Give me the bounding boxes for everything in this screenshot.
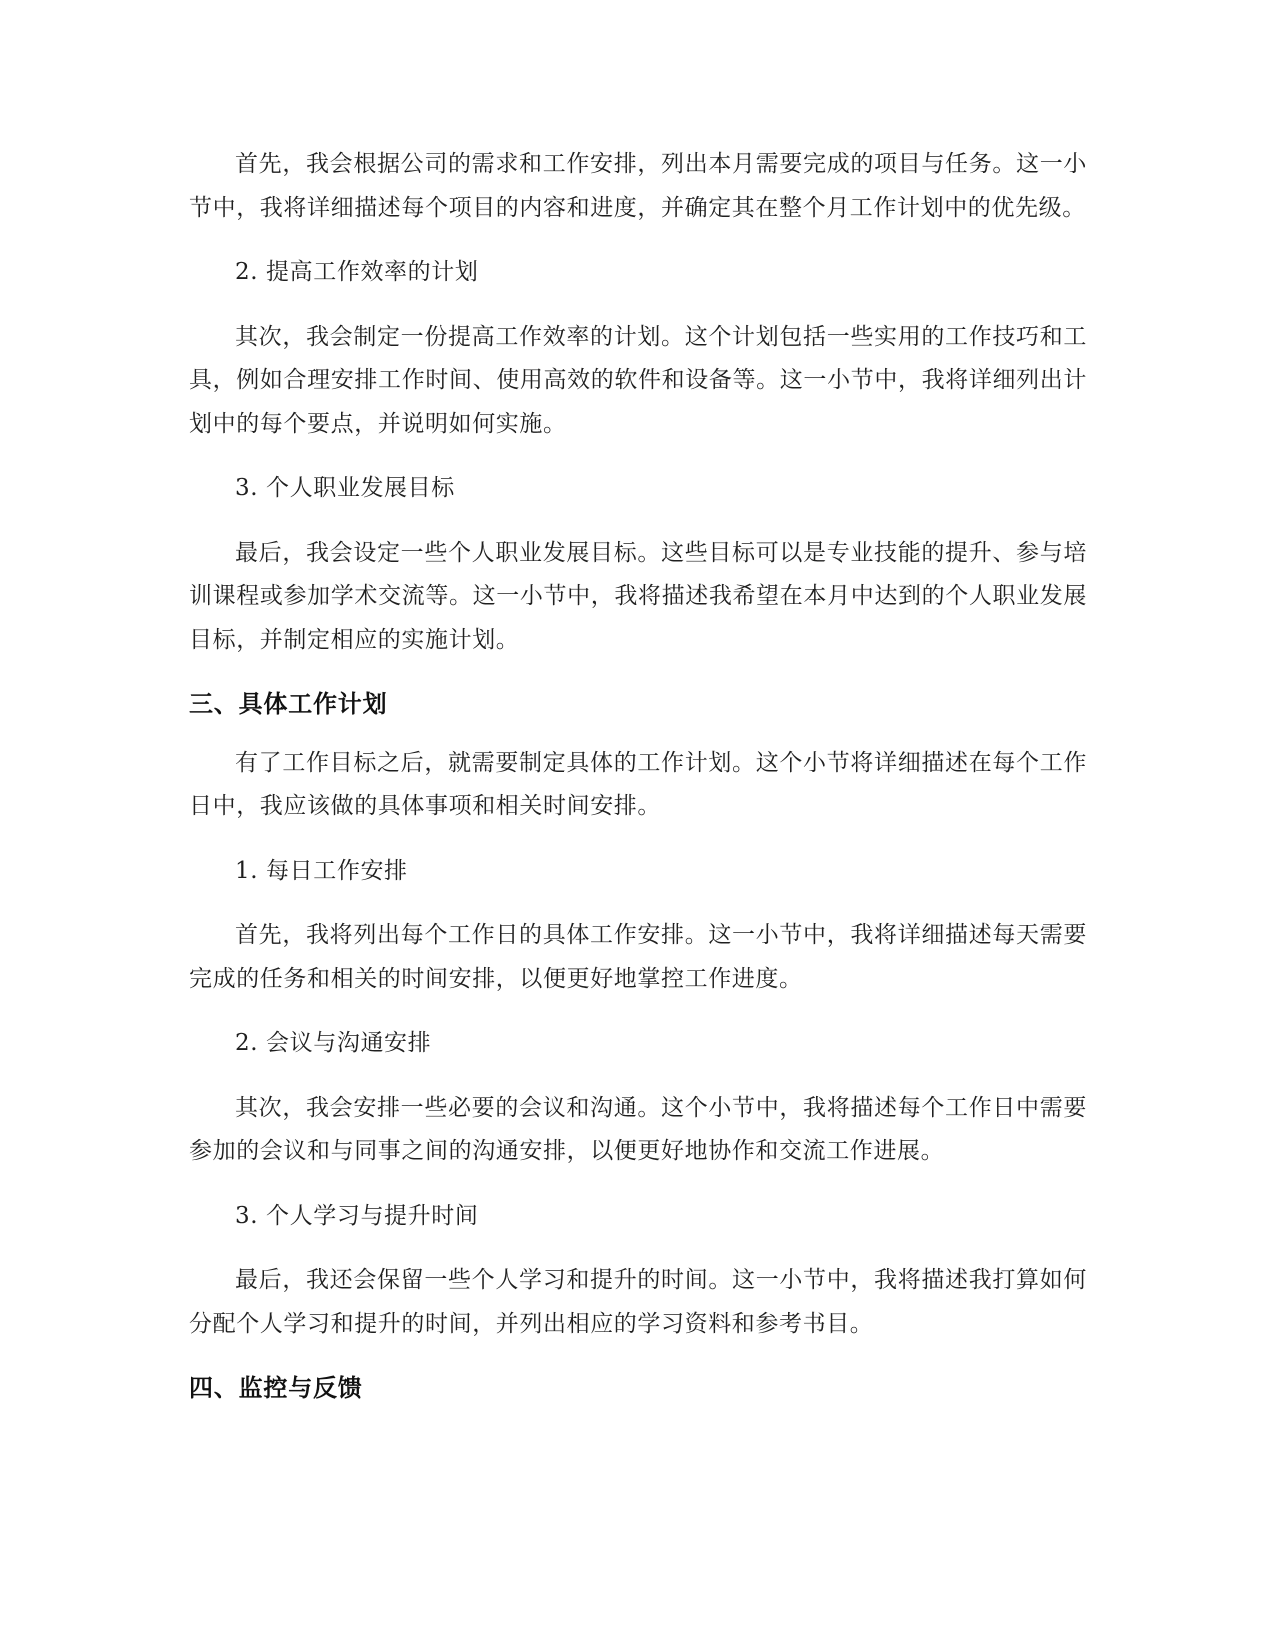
paragraph-efficiency-plan: 其次，我会制定一份提高工作效率的计划。这个计划包括一些实用的工作技巧和工具，例如合理安排工作时间、使用高效的软件和设备等。这一小节中，我将详细列出计划中的每个要点，并说明如何实施。 xyxy=(189,323,1087,437)
subheading-daily-schedule: 1. 每日工作安排 xyxy=(235,857,408,884)
subheading-career-goals: 3. 个人职业发展目标 xyxy=(235,475,455,501)
paragraph-specific-plan-intro: 有了工作目标之后，就需要制定具体的工作计划。这个小节将详细描述在每个工作日中，我应该做的具体事项和相关时间安排。 xyxy=(189,749,1087,819)
paragraph-meetings: 其次，我会安排一些必要的会议和沟通。这个小节中，我将描述每个工作日中需要参加的会议和与同事之间的沟通安排，以便更好地协作和交流工作进展。 xyxy=(189,1094,1087,1164)
subheading-efficiency-plan: 2. 提高工作效率的计划 xyxy=(235,259,479,285)
document-body xyxy=(189,143,1087,1426)
section-heading-specific-plan: 三、具体工作计划 xyxy=(189,690,388,718)
paragraph-career-goals: 最后，我会设定一些个人职业发展目标。这些目标可以是专业技能的提升、参与培训课程或参加学术交流等。这一小节中，我将描述我希望在本月中达到的个人职业发展目标，并制定相应的实施计划。 xyxy=(189,539,1087,653)
section-heading-monitoring: 四、监控与反馈 xyxy=(189,1374,363,1402)
subheading-learning-time: 3. 个人学习与提升时间 xyxy=(235,1202,479,1229)
paragraph-daily-schedule: 首先，我将列出每个工作日的具体工作安排。这一小节中，我将详细描述每天需要完成的任务和相关的时间安排，以便更好地掌控工作进度。 xyxy=(189,922,1087,992)
paragraph-learning-time: 最后，我还会保留一些个人学习和提升的时间。这一小节中，我将描述我打算如何分配个人学习和提升的时间，并列出相应的学习资料和参考书目。 xyxy=(189,1267,1087,1337)
paragraph-project-tasks: 首先，我会根据公司的需求和工作安排，列出本月需要完成的项目与任务。这一小节中，我将详细描述每个项目的内容和进度，并确定其在整个月工作计划中的优先级。 xyxy=(189,151,1087,221)
subheading-meetings: 2. 会议与沟通安排 xyxy=(235,1030,432,1056)
